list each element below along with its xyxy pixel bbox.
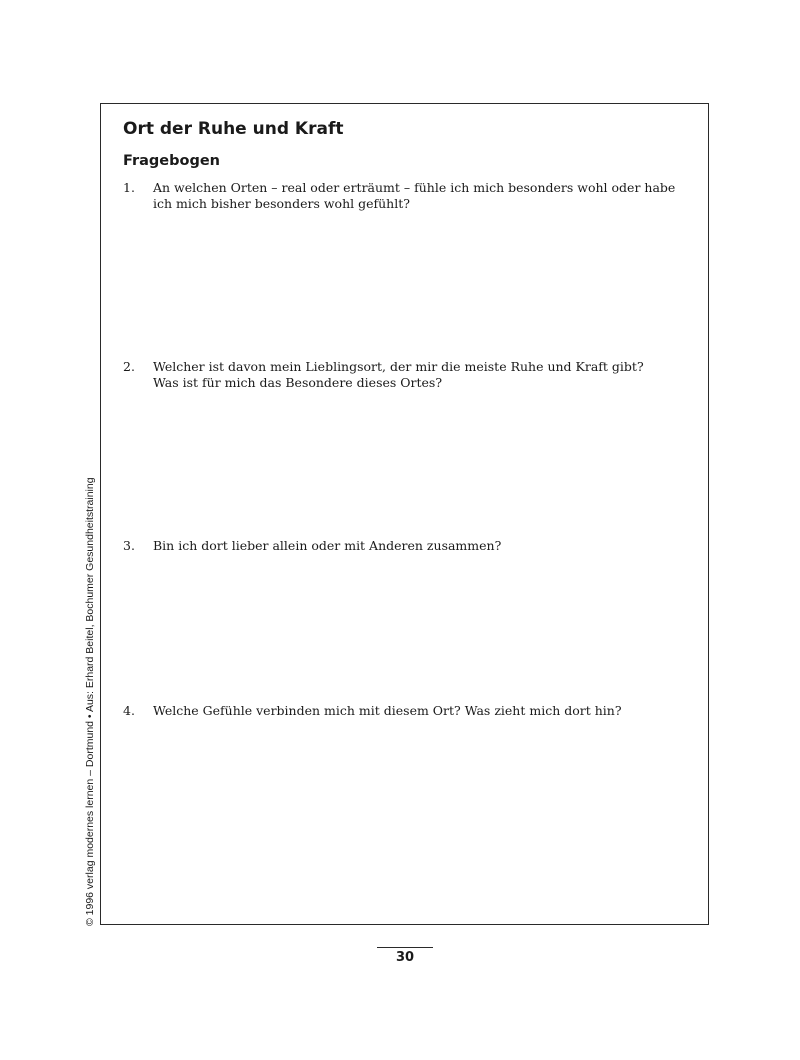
copyright-note: © 1996 verlag modernes lernen – Dortmund • Aus: Erhard Beitel, Bochumer Gesundheitstraining: [84, 477, 96, 926]
question-number: 1.: [123, 180, 135, 195]
question-1: [123, 180, 683, 212]
question-3: [123, 538, 683, 554]
question-number: 4.: [123, 703, 135, 718]
page-title: Ort der Ruhe und Kraft: [123, 119, 344, 139]
question-text-line: Was ist für mich das Besondere dieses Ortes?: [153, 375, 443, 390]
question-number: 2.: [123, 359, 135, 374]
question-text-line: ich mich bisher besonders wohl gefühlt?: [153, 196, 410, 211]
question-text-line: Bin ich dort lieber allein oder mit Anderen zusammen?: [153, 538, 502, 553]
worksheet-frame: [100, 103, 709, 925]
question-2: [123, 359, 683, 391]
question-number: 3.: [123, 538, 135, 553]
question-text-line: Welche Gefühle verbinden mich mit diesem Ort? Was zieht mich dort hin?: [153, 703, 622, 718]
question-text: [153, 180, 683, 212]
page-number-rule: [377, 947, 433, 948]
question-4: [123, 703, 683, 719]
page-number: 30: [395, 950, 415, 965]
page-subtitle: Fragebogen: [123, 153, 221, 169]
question-text: [153, 538, 683, 554]
question-text: [153, 703, 683, 719]
question-text: [153, 359, 683, 391]
question-text-line: Welcher ist davon mein Lieblingsort, der mir die meiste Ruhe und Kraft gibt?: [153, 359, 644, 374]
question-text-line: An welchen Orten – real oder erträumt – fühle ich mich besonders wohl oder habe: [153, 180, 676, 195]
